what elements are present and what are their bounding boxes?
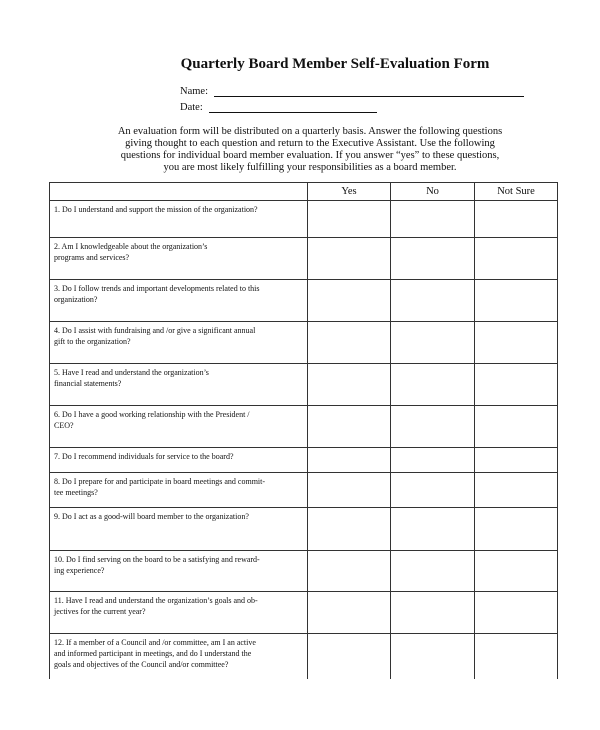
question-text: programs and services? bbox=[54, 253, 130, 262]
question-text: 4. Do I assist with fundraising and /or give a significant annual bbox=[54, 326, 256, 335]
evaluation-table bbox=[49, 182, 558, 679]
answer-cell-yes[interactable] bbox=[308, 280, 391, 322]
intro-line: you are most likely fulfilling your responsibilities as a board member. bbox=[163, 162, 457, 173]
answer-cell-yes[interactable] bbox=[308, 592, 391, 634]
question-cell bbox=[50, 592, 308, 634]
question-text: organization? bbox=[54, 295, 98, 304]
answer-cell-no[interactable] bbox=[391, 406, 475, 448]
table-row bbox=[50, 634, 558, 679]
question-cell bbox=[50, 448, 308, 473]
answer-cell-no[interactable] bbox=[391, 508, 475, 551]
table-row bbox=[50, 508, 558, 551]
question-text: jectives for the current year? bbox=[54, 607, 146, 616]
answer-cell-no[interactable] bbox=[391, 551, 475, 592]
answer-cell-not-sure[interactable] bbox=[475, 473, 558, 508]
answer-cell-yes[interactable] bbox=[308, 364, 391, 406]
intro-line: giving thought to each question and return to the Executive Assistant. Use the following bbox=[125, 138, 495, 149]
answer-cell-not-sure[interactable] bbox=[475, 634, 558, 679]
question-text: financial statements? bbox=[54, 379, 122, 388]
table-row bbox=[50, 280, 558, 322]
answer-cell-no[interactable] bbox=[391, 280, 475, 322]
question-text: and informed participant in meetings, and do I understand the bbox=[54, 649, 252, 658]
header-not-sure: Not Sure bbox=[475, 183, 558, 201]
question-text: 2. Am I knowledgeable about the organization’s bbox=[54, 242, 208, 251]
question-cell bbox=[50, 551, 308, 592]
answer-cell-yes[interactable] bbox=[308, 508, 391, 551]
answer-cell-not-sure[interactable] bbox=[475, 280, 558, 322]
answer-cell-not-sure[interactable] bbox=[475, 406, 558, 448]
question-text: goals and objectives of the Council and/or committee? bbox=[54, 660, 229, 669]
header-yes: Yes bbox=[308, 183, 391, 201]
date-field[interactable] bbox=[180, 102, 377, 113]
intro-line: questions for individual board member evaluation. If you answer “yes” to these questions, bbox=[120, 150, 500, 161]
date-label: Date: bbox=[180, 102, 203, 113]
table-row bbox=[50, 448, 558, 473]
answer-cell-yes[interactable] bbox=[308, 448, 391, 473]
question-text: 1. Do I understand and support the mission of the organization? bbox=[54, 205, 258, 214]
question-cell bbox=[50, 322, 308, 364]
answer-cell-no[interactable] bbox=[391, 473, 475, 508]
answer-cell-no[interactable] bbox=[391, 201, 475, 238]
question-text: 7. Do I recommend individuals for service to the board? bbox=[54, 452, 234, 461]
question-text: 12. If a member of a Council and /or committee, am I an active bbox=[54, 638, 256, 647]
question-cell bbox=[50, 238, 308, 280]
answer-cell-not-sure[interactable] bbox=[475, 364, 558, 406]
answer-cell-yes[interactable] bbox=[308, 238, 391, 280]
date-line[interactable] bbox=[209, 102, 377, 113]
table-row bbox=[50, 322, 558, 364]
question-cell bbox=[50, 508, 308, 551]
answer-cell-no[interactable] bbox=[391, 322, 475, 364]
answer-cell-not-sure[interactable] bbox=[475, 448, 558, 473]
answer-cell-yes[interactable] bbox=[308, 473, 391, 508]
question-cell bbox=[50, 280, 308, 322]
answer-cell-no[interactable] bbox=[391, 634, 475, 679]
form-title: Quarterly Board Member Self-Evaluation Form bbox=[180, 56, 490, 72]
answer-cell-yes[interactable] bbox=[308, 201, 391, 238]
answer-cell-yes[interactable] bbox=[308, 322, 391, 364]
question-text: tee meetings? bbox=[54, 488, 98, 497]
name-line[interactable] bbox=[214, 86, 524, 97]
name-field[interactable] bbox=[180, 86, 524, 97]
answer-cell-yes[interactable] bbox=[308, 551, 391, 592]
answer-cell-no[interactable] bbox=[391, 238, 475, 280]
question-text: ing experience? bbox=[54, 566, 105, 575]
answer-cell-no[interactable] bbox=[391, 364, 475, 406]
header-no: No bbox=[391, 183, 475, 201]
table-row bbox=[50, 592, 558, 634]
table-row bbox=[50, 473, 558, 508]
question-text: 8. Do I prepare for and participate in board meetings and commit- bbox=[54, 477, 266, 486]
answer-cell-yes[interactable] bbox=[308, 406, 391, 448]
question-text: 3. Do I follow trends and important developments related to this bbox=[54, 284, 260, 293]
question-cell bbox=[50, 364, 308, 406]
header-row bbox=[50, 183, 558, 201]
question-cell bbox=[50, 473, 308, 508]
intro-line: An evaluation form will be distributed on a quarterly basis. Answer the following questions bbox=[117, 126, 503, 137]
table-row bbox=[50, 238, 558, 280]
answer-cell-yes[interactable] bbox=[308, 634, 391, 679]
answer-cell-no[interactable] bbox=[391, 448, 475, 473]
header-question bbox=[50, 183, 308, 201]
table-row bbox=[50, 551, 558, 592]
name-label: Name: bbox=[180, 86, 208, 97]
table-row bbox=[50, 364, 558, 406]
question-cell bbox=[50, 406, 308, 448]
question-text: 9. Do I act as a good-will board member to the organization? bbox=[54, 512, 249, 521]
intro-text bbox=[50, 126, 570, 174]
question-text: 10. Do I find serving on the board to be a satisfying and reward- bbox=[54, 555, 260, 564]
answer-cell-no[interactable] bbox=[391, 592, 475, 634]
question-text: 6. Do I have a good working relationship with the President / bbox=[54, 410, 250, 419]
answer-cell-not-sure[interactable] bbox=[475, 322, 558, 364]
question-cell bbox=[50, 201, 308, 238]
question-text: CEO? bbox=[54, 421, 74, 430]
answer-cell-not-sure[interactable] bbox=[475, 238, 558, 280]
question-text: 5. Have I read and understand the organization’s bbox=[54, 368, 209, 377]
question-text: gift to the organization? bbox=[54, 337, 131, 346]
answer-cell-not-sure[interactable] bbox=[475, 508, 558, 551]
question-cell bbox=[50, 634, 308, 679]
answer-cell-not-sure[interactable] bbox=[475, 592, 558, 634]
table-row bbox=[50, 201, 558, 238]
answer-cell-not-sure[interactable] bbox=[475, 551, 558, 592]
table-row bbox=[50, 406, 558, 448]
answer-cell-not-sure[interactable] bbox=[475, 201, 558, 238]
question-text: 11. Have I read and understand the organization’s goals and ob- bbox=[54, 596, 258, 605]
